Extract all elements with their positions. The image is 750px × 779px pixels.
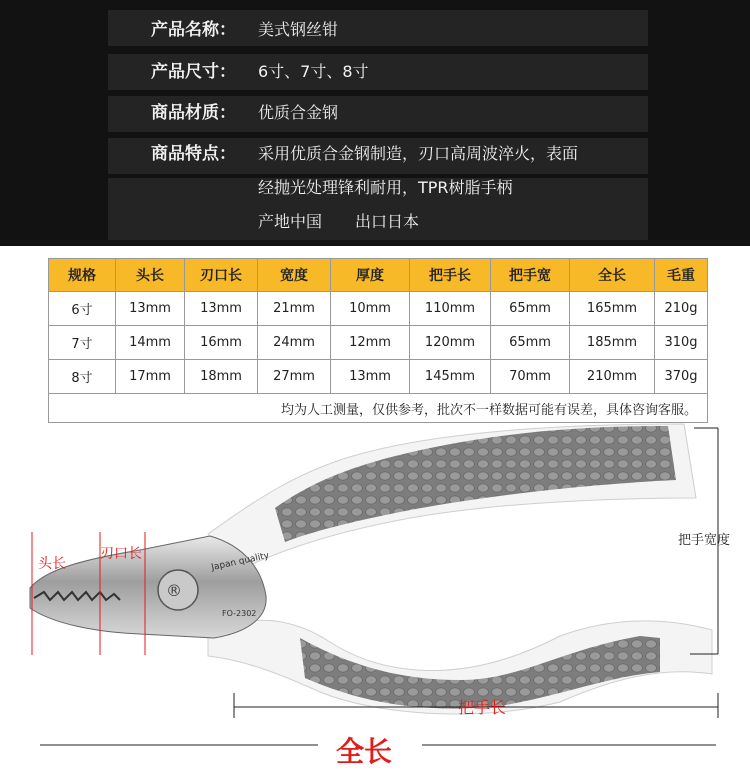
table-cell: 13mm: [331, 360, 410, 394]
logo-text: Japan quality: [210, 550, 271, 573]
table-cell: 18mm: [185, 360, 258, 394]
header-cell: 规格: [49, 259, 116, 292]
table-cell: 310g: [655, 326, 708, 360]
table-cell: 210mm: [570, 360, 655, 394]
table-cell: 13mm: [116, 292, 185, 326]
table-cell: 185mm: [570, 326, 655, 360]
table-cell: 370g: [655, 360, 708, 394]
feature-line2: 经抛光处理锋利耐用，TPR树脂手柄: [258, 178, 513, 197]
table-note: 均为人工测量，仅供参考，批次不一样数据可能有误差，具体咨询客服。: [49, 394, 708, 423]
table-cell: 27mm: [258, 360, 331, 394]
table-cell: 145mm: [410, 360, 491, 394]
table-cell: 165mm: [570, 292, 655, 326]
table-cell: 7寸: [49, 326, 116, 360]
header-cell: 全长: [570, 259, 655, 292]
table-row: [49, 292, 708, 326]
header-cell: 把手长: [410, 259, 491, 292]
model-text: FO-2302: [222, 609, 257, 618]
label-grip-length: 把手长: [458, 698, 507, 717]
label-blade-length: 刃口长: [100, 546, 142, 562]
table-cell: 65mm: [491, 326, 570, 360]
label-grip-width: 把手宽度: [678, 533, 731, 548]
material-label: 商品材质：: [151, 103, 236, 123]
table-cell: 12mm: [331, 326, 410, 360]
origin-b: 出口日本: [355, 212, 420, 231]
table-header-row: [49, 259, 708, 292]
size-label: 产品尺寸：: [151, 62, 236, 82]
header-cell: 毛重: [655, 259, 708, 292]
table-cell: 70mm: [491, 360, 570, 394]
table-row: [49, 326, 708, 360]
header-cell: 厚度: [331, 259, 410, 292]
table-cell: 17mm: [116, 360, 185, 394]
table-cell: 10mm: [331, 292, 410, 326]
header-cell: 刃口长: [185, 259, 258, 292]
table-row: [49, 360, 708, 394]
label-total-length: 全长: [336, 735, 393, 768]
table-cell: 14mm: [116, 326, 185, 360]
pliers-illustration: [0, 410, 750, 779]
table-cell: 21mm: [258, 292, 331, 326]
material-value: 优质合金钢: [258, 103, 339, 122]
table-cell: 16mm: [185, 326, 258, 360]
table-cell: 6寸: [49, 292, 116, 326]
label-head-length: 头长: [38, 556, 66, 572]
pliers-head: [30, 536, 266, 638]
feature-line1: 采用优质合金钢制造，刃口高周波淬火，表面: [258, 144, 579, 163]
table-cell: 13mm: [185, 292, 258, 326]
table-cell: 8寸: [49, 360, 116, 394]
spec-table: [48, 258, 708, 423]
table-cell: 24mm: [258, 326, 331, 360]
feature-label: 商品特点：: [151, 144, 236, 164]
header-cell: 头长: [116, 259, 185, 292]
name-label: 产品名称：: [151, 20, 236, 40]
name-value: 美式钢丝钳: [258, 20, 339, 39]
header-cell: 宽度: [258, 259, 331, 292]
table-cell: 110mm: [410, 292, 491, 326]
table-cell: 65mm: [491, 292, 570, 326]
header-cell: 把手宽: [491, 259, 570, 292]
svg-text:®: ®: [166, 581, 182, 600]
table-cell: 120mm: [410, 326, 491, 360]
origin-a: 产地中国: [258, 212, 323, 231]
table-cell: 210g: [655, 292, 708, 326]
size-value: 6寸、7寸、8寸: [258, 62, 369, 81]
